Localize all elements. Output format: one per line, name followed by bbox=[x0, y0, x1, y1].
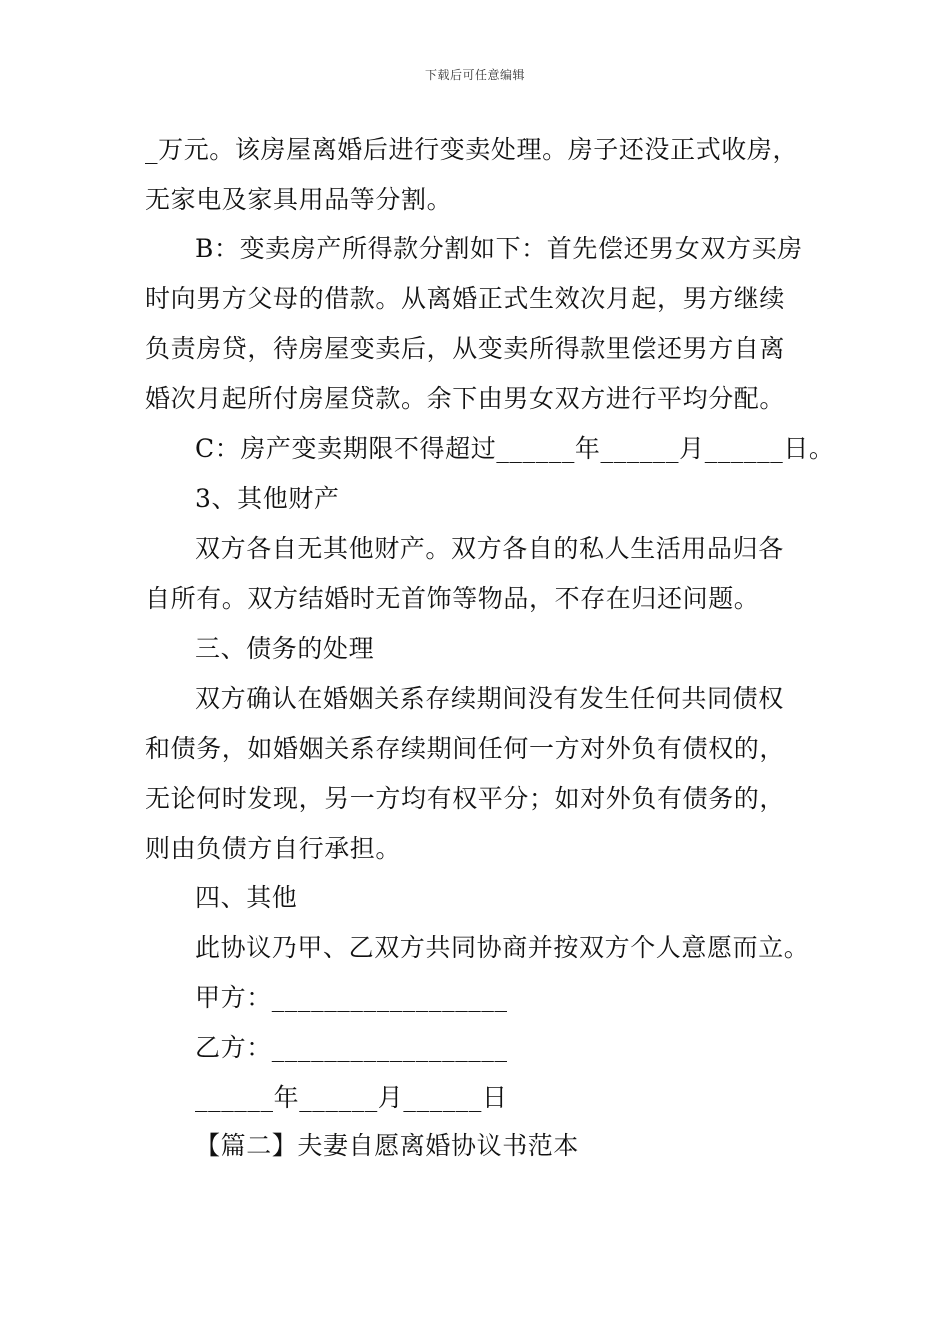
paragraph-line: C：房产变卖期限不得超过______年______月______日。 bbox=[195, 434, 835, 463]
paragraph-line: 双方各自无其他财产。双方各自的私人生活用品归各 bbox=[195, 534, 784, 563]
paragraph-line: B：变卖房产所得款分割如下：首先偿还男女双方买房 bbox=[195, 234, 803, 263]
signature-date: ______年______月______日 bbox=[195, 1083, 508, 1112]
paragraph-line: 婚次月起所付房屋贷款。余下由男女双方进行平均分配。 bbox=[145, 384, 786, 413]
paragraph-line: 双方确认在婚姻关系存续期间没有发生任何共同债权 bbox=[195, 684, 784, 713]
signature-party-a: 甲方：__________________ bbox=[195, 983, 508, 1012]
paragraph-line: 无家电及家具用品等分割。 bbox=[145, 185, 453, 214]
paragraph-line: 无论何时发现，另一方均有权平分；如对外负有债务的， bbox=[145, 784, 786, 813]
paragraph-line: 自所有。双方结婚时无首饰等物品，不存在归还问题。 bbox=[145, 584, 760, 613]
signature-party-b: 乙方：__________________ bbox=[195, 1033, 508, 1062]
paragraph-line: 负责房贷，待房屋变卖后，从变卖所得款里偿还男方自离 bbox=[145, 334, 786, 363]
page-header-note: 下载后可任意编辑 bbox=[424, 68, 525, 82]
next-section-title: 【篇二】夫妻自愿离婚协议书范本 bbox=[195, 1131, 580, 1160]
paragraph-line: 此协议乃甲、乙双方共同协商并按双方个人意愿而立。 bbox=[195, 933, 810, 962]
paragraph-line: 和债务，如婚姻关系存续期间任何一方对外负有债权的， bbox=[145, 734, 786, 763]
paragraph-line: 则由负债方自行承担。 bbox=[145, 834, 402, 863]
section-heading: 3、其他财产 bbox=[195, 484, 340, 513]
paragraph-line: 时向男方父母的借款。从离婚正式生效次月起，男方继续 bbox=[145, 284, 786, 313]
section-heading: 四、其他 bbox=[195, 883, 298, 912]
section-heading: 三、债务的处理 bbox=[195, 634, 375, 663]
paragraph-line: _万元。该房屋离婚后进行变卖处理。房子还没正式收房， bbox=[145, 135, 799, 164]
